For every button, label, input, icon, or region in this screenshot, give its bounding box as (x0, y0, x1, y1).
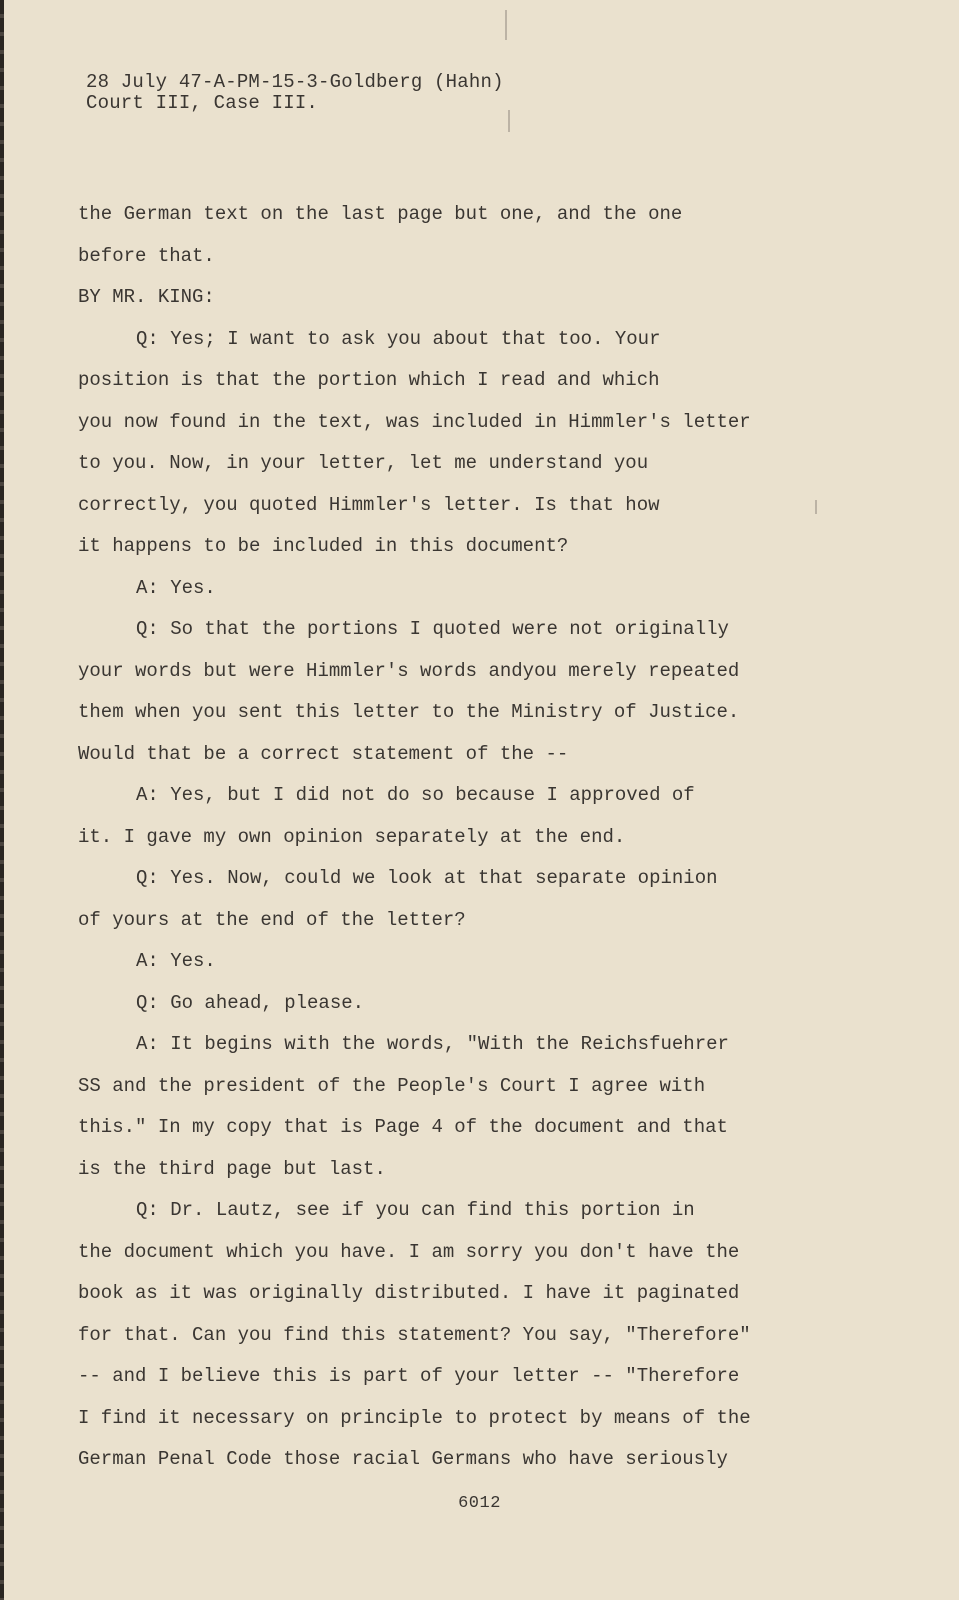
transcript-line: -- and I believe this is part of your letter -- "Therefore (78, 1365, 740, 1387)
transcript-line: Q: Go ahead, please. (136, 991, 365, 1014)
transcript-line: A: Yes. (136, 950, 216, 972)
transcript-line: A: Yes, but I did not do so because I approved of (136, 784, 695, 806)
header-case-line: 28 July 47-A-PM-15-3-Goldberg (Hahn) (86, 71, 504, 93)
transcript-line: it. I gave my own opinion separately at the end. (78, 825, 626, 848)
transcript-line: Would that be a correct statement of the -- (78, 742, 569, 765)
paper-mark (508, 110, 510, 132)
transcript-line: is the third page but last. (78, 1157, 386, 1180)
transcript-line: Q: Yes. Now, could we look at that separate opinion (136, 867, 718, 889)
transcript-line: Q: Yes; I want to ask you about that too. Your (136, 327, 661, 350)
transcript-line: A: Yes. (136, 576, 216, 599)
transcript-line: before that. (78, 244, 215, 267)
transcript-line: German Penal Code those racial Germans who have seriously (78, 1448, 728, 1470)
transcript-line: your words but were Himmler's words andyou merely repeated (78, 659, 740, 682)
transcript-line: BY MR. KING: (78, 286, 215, 308)
transcript-line: A: It begins with the words, "With the Reichsfuehrer (136, 1033, 729, 1055)
transcript-line: the document which you have. I am sorry you don't have the (78, 1240, 740, 1263)
transcript-line: Q: So that the portions I quoted were not originally (136, 618, 729, 640)
transcript-line: I find it necessary on principle to protect by means of the (78, 1406, 751, 1429)
transcript-line: this." In my copy that is Page 4 of the document and that (78, 1116, 728, 1138)
transcript-line: position is that the portion which I read and which (78, 369, 660, 391)
page-edge (0, 0, 4, 1600)
transcript-line: of yours at the end of the letter? (78, 908, 466, 931)
transcript-line: it happens to be included in this document? (78, 535, 569, 557)
document-header (86, 72, 504, 114)
transcript-line: the German text on the last page but one, and the one (78, 203, 683, 225)
transcript-line: Q: Dr. Lautz, see if you can find this portion in (136, 1199, 695, 1221)
transcript-line: book as it was originally distributed. I have it paginated (78, 1282, 740, 1304)
transcript-line: SS and the president of the People's Court I agree with (78, 1074, 706, 1097)
paper-mark (505, 10, 507, 40)
transcript-line: to you. Now, in your letter, let me understand you (78, 452, 649, 474)
transcript-line: you now found in the text, was included in Himmler's letter (78, 410, 751, 433)
transcript-body (78, 194, 918, 1481)
transcript-line: them when you sent this letter to the Ministry of Justice. (78, 701, 740, 723)
transcript-line: for that. Can you find this statement? You say, "Therefore" (78, 1323, 751, 1346)
page-number: 6012 (458, 1494, 501, 1513)
header-court-line: Court III, Case III. (86, 92, 319, 114)
transcript-line: correctly, you quoted Himmler's letter. Is that how (78, 493, 660, 516)
